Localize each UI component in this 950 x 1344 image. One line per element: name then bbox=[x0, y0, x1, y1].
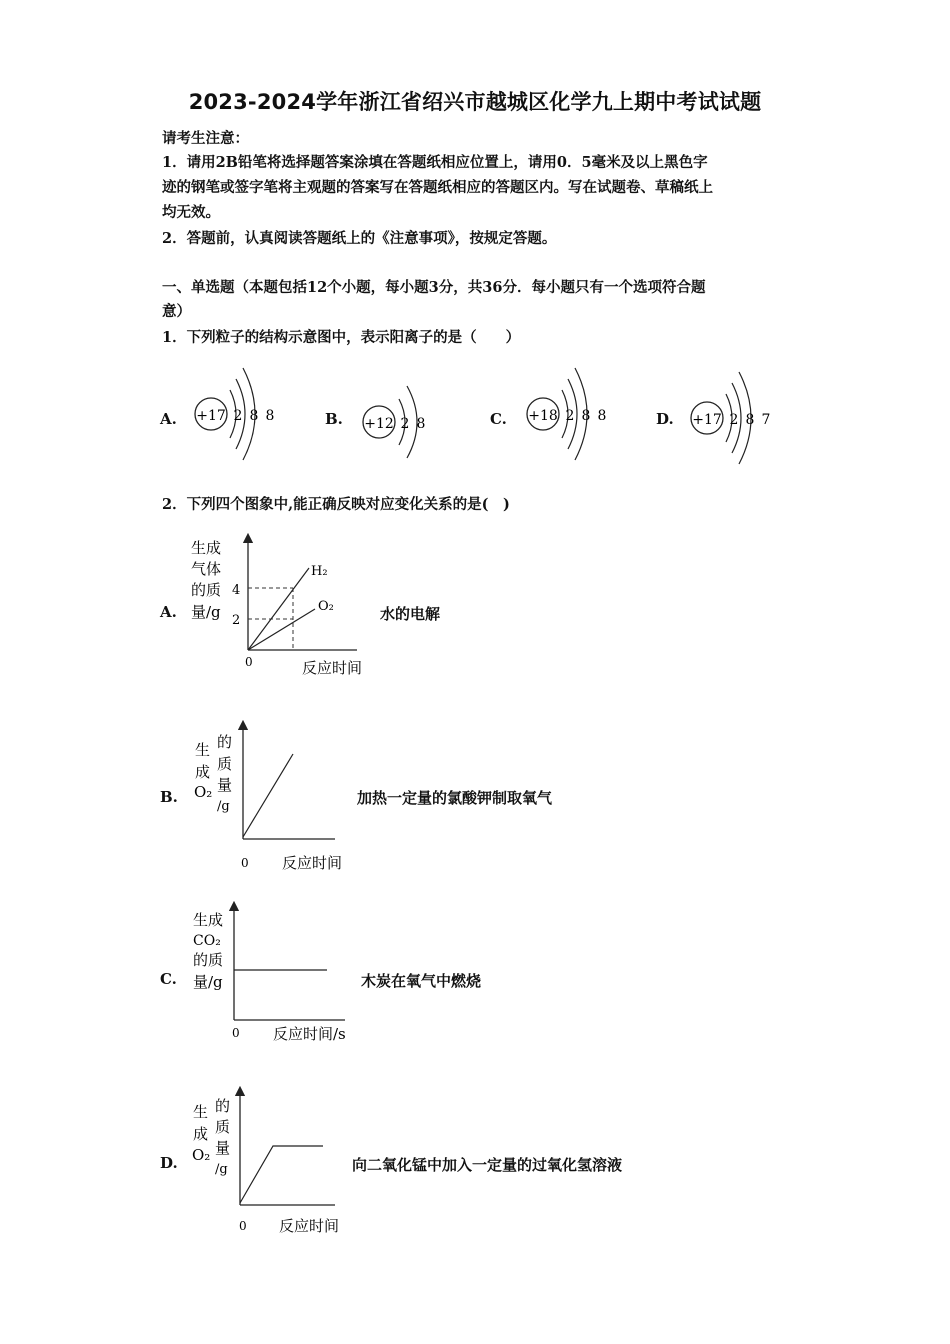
y-axis-label: 生成 bbox=[193, 911, 224, 929]
q2-option-c-label[interactable]: C. bbox=[160, 970, 177, 988]
y-axis-label: 生成 bbox=[191, 539, 222, 557]
q1-option-a-diagram bbox=[190, 362, 290, 474]
q2-option-a-label[interactable]: A. bbox=[160, 603, 177, 621]
y-axis-label: 气体 bbox=[191, 560, 222, 578]
q2-option-b-desc: 加热一定量的氯酸钾制取氧气 bbox=[357, 789, 553, 807]
q2-option-d-label[interactable]: D. bbox=[160, 1154, 178, 1172]
y-axis-label: 的 bbox=[217, 733, 233, 751]
y-axis-label: 量 bbox=[217, 776, 233, 794]
q2-option-a-desc: 水的电解 bbox=[380, 605, 441, 623]
q2-option-a-graph bbox=[185, 530, 385, 685]
shell-electron-count: 7 bbox=[761, 412, 771, 428]
series-label: H₂ bbox=[311, 564, 328, 579]
notice-item1-line1: 1．请用2B铅笔将选择题答案涂填在答题纸相应位置上，请用0．5毫米及以上黑色字 bbox=[162, 154, 708, 171]
q2-option-c-graph bbox=[185, 898, 370, 1048]
q1-option-a-label[interactable]: A. bbox=[160, 410, 177, 428]
q1-option-d-diagram bbox=[686, 366, 786, 478]
tick-label: 2 bbox=[232, 613, 241, 628]
series-line-o2 bbox=[248, 609, 315, 650]
shell-electron-count: 8 bbox=[597, 408, 607, 424]
y-axis-label: 的 bbox=[215, 1097, 231, 1115]
origin-label: 0 bbox=[232, 1026, 240, 1040]
q2-option-c-desc: 木炭在氧气中燃烧 bbox=[361, 972, 482, 990]
y-axis-label: 量/g bbox=[191, 603, 221, 621]
shell-electron-count: 8 bbox=[416, 416, 426, 432]
q2-option-d-graph bbox=[185, 1083, 365, 1243]
y-axis-label: CO₂ bbox=[193, 933, 221, 949]
q1-option-b-label[interactable]: B. bbox=[325, 410, 343, 428]
shell-electron-count: 2 bbox=[233, 408, 243, 424]
y-axis-label: 生 bbox=[193, 1103, 209, 1121]
y-axis-label: 量 bbox=[215, 1139, 231, 1157]
origin-label: 0 bbox=[245, 655, 253, 669]
section-heading-line1: 一、单选题（本题包括12个小题，每小题3分，共36分．每小题只有一个选项符合题 bbox=[162, 279, 706, 296]
y-axis-label: /g bbox=[217, 799, 230, 814]
shell-electron-count: 2 bbox=[400, 416, 410, 432]
x-axis-label: 反应时间 bbox=[279, 1217, 340, 1235]
q1-option-c-label[interactable]: C. bbox=[490, 410, 507, 428]
tick-label: 4 bbox=[232, 583, 241, 598]
notice-item2: 2．答题前，认真阅读答题纸上的《注意事项》，按规定答题。 bbox=[162, 230, 557, 247]
y-axis-label: 成 bbox=[195, 763, 211, 781]
notice-item1-line3: 均无效。 bbox=[162, 204, 220, 221]
y-axis-label: 的质 bbox=[193, 951, 224, 969]
shell-electron-count: 2 bbox=[565, 408, 575, 424]
section-heading-line2: 意） bbox=[162, 303, 191, 320]
nucleus-charge: +12 bbox=[364, 416, 394, 432]
y-axis-label: 质 bbox=[215, 1118, 231, 1136]
y-axis-label: /g bbox=[215, 1162, 228, 1177]
q2-option-b-graph bbox=[185, 717, 365, 877]
origin-label: 0 bbox=[241, 856, 249, 870]
y-axis-label: O₂ bbox=[192, 1146, 211, 1164]
nucleus-charge: +18 bbox=[528, 408, 558, 424]
shell-electron-count: 8 bbox=[581, 408, 591, 424]
q2-stem: 2．下列四个图象中,能正确反映对应变化关系的是( ) bbox=[162, 496, 510, 513]
y-axis-label: 的质 bbox=[191, 581, 222, 599]
q1-option-d-label[interactable]: D. bbox=[656, 410, 674, 428]
page-title: 2023-2024学年浙江省绍兴市越城区化学九上期中考试试题 bbox=[188, 90, 762, 114]
notice-item1-line2: 迹的钢笔或签字笔将主观题的答案写在答题纸相应的答题区内。写在试题卷、草稿纸上 bbox=[162, 179, 713, 196]
nucleus-charge: +17 bbox=[692, 412, 722, 428]
y-axis-label: O₂ bbox=[194, 783, 213, 801]
q2-option-d-desc: 向二氧化锰中加入一定量的过氧化氢溶液 bbox=[352, 1156, 623, 1174]
shell-electron-count: 8 bbox=[745, 412, 755, 428]
notice-heading: 请考生注意： bbox=[162, 130, 249, 147]
q1-option-c-diagram bbox=[522, 362, 622, 474]
series-line-h2 bbox=[248, 568, 309, 650]
q1-option-b-diagram bbox=[358, 372, 438, 472]
y-axis-label: 量/g bbox=[193, 973, 223, 991]
series-label: O₂ bbox=[318, 599, 334, 614]
shell-electron-count: 8 bbox=[249, 408, 259, 424]
y-axis-label: 成 bbox=[193, 1125, 209, 1143]
nucleus-charge: +17 bbox=[196, 408, 226, 424]
x-axis-label: 反应时间 bbox=[282, 854, 343, 872]
q1-stem: 1．下列粒子的结构示意图中，表示阳离子的是（ ） bbox=[162, 329, 521, 346]
shell-electron-count: 2 bbox=[729, 412, 739, 428]
origin-label: 0 bbox=[239, 1219, 247, 1233]
y-axis-label: 生 bbox=[195, 741, 211, 759]
q2-option-b-label[interactable]: B. bbox=[160, 788, 178, 806]
x-axis-label: 反应时间 bbox=[302, 659, 363, 677]
series-line-o2 bbox=[243, 754, 293, 837]
series-line-o2 bbox=[240, 1146, 323, 1203]
shell-electron-count: 8 bbox=[265, 408, 275, 424]
x-axis-label: 反应时间/s bbox=[273, 1025, 346, 1043]
y-axis-label: 质 bbox=[217, 755, 233, 773]
